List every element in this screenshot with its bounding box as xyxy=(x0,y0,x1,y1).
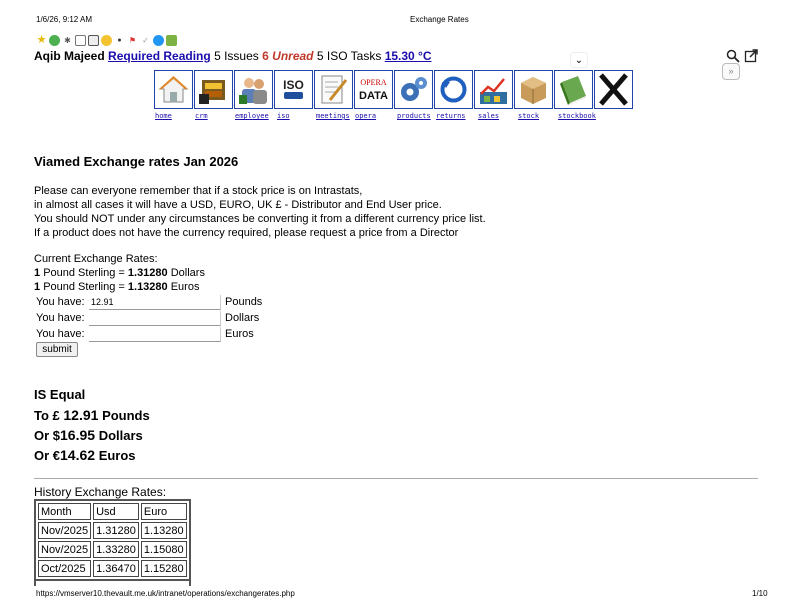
issues-label: Issues xyxy=(224,49,259,63)
employee-icon xyxy=(236,72,271,107)
nav-employee-button[interactable] xyxy=(234,70,273,109)
dollars-row xyxy=(34,310,262,326)
nav-label-meetings[interactable]: meetings xyxy=(316,112,350,120)
open-in-new-icon[interactable] xyxy=(744,49,758,63)
data-icon-text: DATA xyxy=(359,90,388,102)
sales-icon xyxy=(476,72,511,107)
globe-icon[interactable] xyxy=(49,35,60,46)
nav-crm-button[interactable] xyxy=(194,70,233,109)
opera-data-icon xyxy=(356,72,391,107)
opera-icon-text: OPERA xyxy=(360,78,387,87)
dollars-label: Dollars xyxy=(225,312,260,324)
search-icon[interactable] xyxy=(726,49,740,63)
pound-sterling-label: Pound Sterling = xyxy=(43,281,125,293)
current-rates-label: Current Exchange Rates: xyxy=(34,253,158,265)
notice-line: You should NOT under any circumstances be converting it from a different currency price list. xyxy=(34,213,486,225)
table-cell: Nov/2025 xyxy=(38,522,91,539)
result-dollars-word: Dollars xyxy=(98,428,143,443)
returns-icon xyxy=(436,72,471,107)
euros-input[interactable] xyxy=(89,327,221,342)
temperature-link[interactable]: 15.30 °C xyxy=(384,49,432,63)
stockbook-icon xyxy=(556,72,591,107)
usd-rate-line xyxy=(34,266,205,280)
result-pounds-line xyxy=(34,405,150,425)
submit-button[interactable]: submit xyxy=(36,342,78,357)
table-row xyxy=(38,541,187,558)
result-dollars-prefix: Or $ xyxy=(34,428,61,443)
eur-rate-line xyxy=(34,280,205,294)
you-have-label: You have: xyxy=(36,328,85,340)
notice-line: Please can everyone remember that if a stock price is on Intrastats, xyxy=(34,185,363,197)
notice-line: If a product does not have the currency required, please request a price from a Director xyxy=(34,227,459,239)
unread-link[interactable]: Unread xyxy=(272,49,314,63)
result-euros-word: Euros xyxy=(98,448,136,463)
pound-sterling-label: Pound Sterling = xyxy=(43,267,125,279)
star-icon[interactable]: ★ xyxy=(36,34,47,46)
home-icon xyxy=(156,72,191,107)
usd-rate-value: 1.31280 xyxy=(127,267,168,279)
nav-label-stockbook[interactable]: stockbook xyxy=(558,112,596,120)
nav-label-returns[interactable]: returns xyxy=(436,112,466,120)
nav-products-button[interactable] xyxy=(394,70,433,109)
chevron-down-icon[interactable]: ⌄ xyxy=(570,52,588,68)
result-pounds-word: Pounds xyxy=(102,408,150,423)
required-reading-link[interactable]: Required Reading xyxy=(108,49,211,63)
divider xyxy=(34,478,758,479)
nav-label-opera[interactable]: opera xyxy=(355,112,377,120)
nav-label-employee[interactable]: employee xyxy=(235,112,269,120)
close-icon xyxy=(596,72,631,107)
flag-icon[interactable]: ⚑ xyxy=(128,36,137,45)
eur-unit: Euros xyxy=(170,281,200,293)
you-have-label: You have: xyxy=(36,312,85,324)
dot-icon[interactable]: ● xyxy=(117,37,122,44)
expand-sidebar-button[interactable]: » xyxy=(722,63,740,80)
user-name: Aqib Majeed xyxy=(34,49,105,63)
is-equal-text: IS Equal xyxy=(34,387,86,402)
page-title: Viamed Exchange rates Jan 2026 xyxy=(34,154,239,169)
table-cell: 1.15080 xyxy=(141,541,187,558)
pounds-label: Pounds xyxy=(225,296,263,308)
nav-label-stock[interactable]: stock xyxy=(518,112,540,120)
result-euros-line xyxy=(34,445,150,465)
rate-one: 1 xyxy=(34,267,41,279)
table-row xyxy=(38,522,187,539)
nav-labels xyxy=(154,112,654,122)
grid-icon[interactable] xyxy=(75,35,86,46)
eur-rate-value: 1.13280 xyxy=(127,281,168,293)
nav-label-sales[interactable]: sales xyxy=(478,112,500,120)
table-cell: Nov/2025 xyxy=(38,541,91,558)
user-status-bar xyxy=(34,49,432,63)
usd-unit: Dollars xyxy=(170,267,205,279)
unread-count: 6 xyxy=(262,49,269,63)
result-euros-prefix: Or € xyxy=(34,448,61,463)
translate-icon[interactable] xyxy=(153,35,164,46)
iso-icon-text: ISO xyxy=(283,78,304,92)
table-cell: 1.31280 xyxy=(93,522,139,539)
column-header: Month xyxy=(38,503,91,520)
result-euros-amount: 14.62 xyxy=(60,447,96,463)
result-pounds-amount: 12.91 xyxy=(63,407,99,423)
check-icon[interactable]: ✓ xyxy=(142,36,149,45)
iso-tasks-label: ISO Tasks xyxy=(326,49,382,63)
iso-icon xyxy=(276,72,311,107)
conversion-result xyxy=(34,385,150,465)
pounds-row xyxy=(34,294,262,310)
rate-one: 1 xyxy=(34,281,41,293)
print-page-number: 1/10 xyxy=(752,589,768,598)
result-pounds-prefix: To £ xyxy=(34,408,60,423)
you-have-label: You have: xyxy=(36,296,85,308)
nav-returns-button[interactable] xyxy=(434,70,473,109)
nav-label-products[interactable]: products xyxy=(397,112,431,120)
current-rates xyxy=(34,252,205,294)
table-cell: 1.33280 xyxy=(93,541,139,558)
issues-count: 5 xyxy=(214,49,221,63)
history-title: History Exchange Rates: xyxy=(34,485,167,499)
nav-meetings-button[interactable] xyxy=(314,70,353,109)
dollars-input[interactable] xyxy=(89,311,221,326)
history-table xyxy=(34,499,191,581)
table-cell: Oct/2025 xyxy=(38,560,91,577)
settings-icon[interactable]: ✱ xyxy=(64,36,71,45)
pounds-input[interactable] xyxy=(89,295,221,310)
result-dollars-amount: 16.95 xyxy=(60,427,96,443)
toolbar-icons xyxy=(36,34,177,47)
iso-task-count: 5 xyxy=(316,49,324,63)
notice-line: in almost all cases it will have a USD, EURO, UK £ - Distributor and End User price. xyxy=(34,199,442,211)
print-title: Exchange Rates xyxy=(410,15,469,24)
nav-bar xyxy=(154,70,633,109)
table-cell: 1.36470 xyxy=(93,560,139,577)
nav-label-home[interactable]: home xyxy=(155,112,172,120)
nav-close-button[interactable] xyxy=(594,70,633,109)
euros-row xyxy=(34,326,262,342)
print-url: https://vmserver10.thevault.me.uk/intranet/operations/exchangerates.php xyxy=(36,589,295,598)
column-header: Usd xyxy=(93,503,139,520)
nav-stock-button[interactable] xyxy=(514,70,553,109)
nav-sales-button[interactable] xyxy=(474,70,513,109)
euros-label: Euros xyxy=(225,328,254,340)
column-header: Euro xyxy=(141,503,187,520)
nav-iso-button[interactable] xyxy=(274,70,313,109)
products-icon xyxy=(396,72,431,107)
history-table-continuation xyxy=(34,572,191,586)
copy-icon[interactable] xyxy=(88,35,99,46)
android-icon[interactable] xyxy=(166,35,177,46)
nav-stockbook-button[interactable] xyxy=(554,70,593,109)
table-header-row xyxy=(38,503,187,520)
nav-opera-button[interactable] xyxy=(354,70,393,109)
meetings-icon xyxy=(316,72,351,107)
nav-label-crm[interactable]: crm xyxy=(195,112,208,120)
result-dollars-line xyxy=(34,425,150,445)
print-date: 1/6/26, 9:12 AM xyxy=(36,15,93,24)
crm-icon xyxy=(196,72,231,107)
emoji-icon[interactable] xyxy=(101,35,112,46)
table-cell: 1.15280 xyxy=(141,560,187,577)
exchange-notice xyxy=(34,184,486,240)
nav-home-button[interactable] xyxy=(154,70,193,109)
converter-form xyxy=(34,294,262,342)
stock-icon xyxy=(516,72,551,107)
nav-label-iso[interactable]: iso xyxy=(277,112,290,120)
table-cell: 1.13280 xyxy=(141,522,187,539)
